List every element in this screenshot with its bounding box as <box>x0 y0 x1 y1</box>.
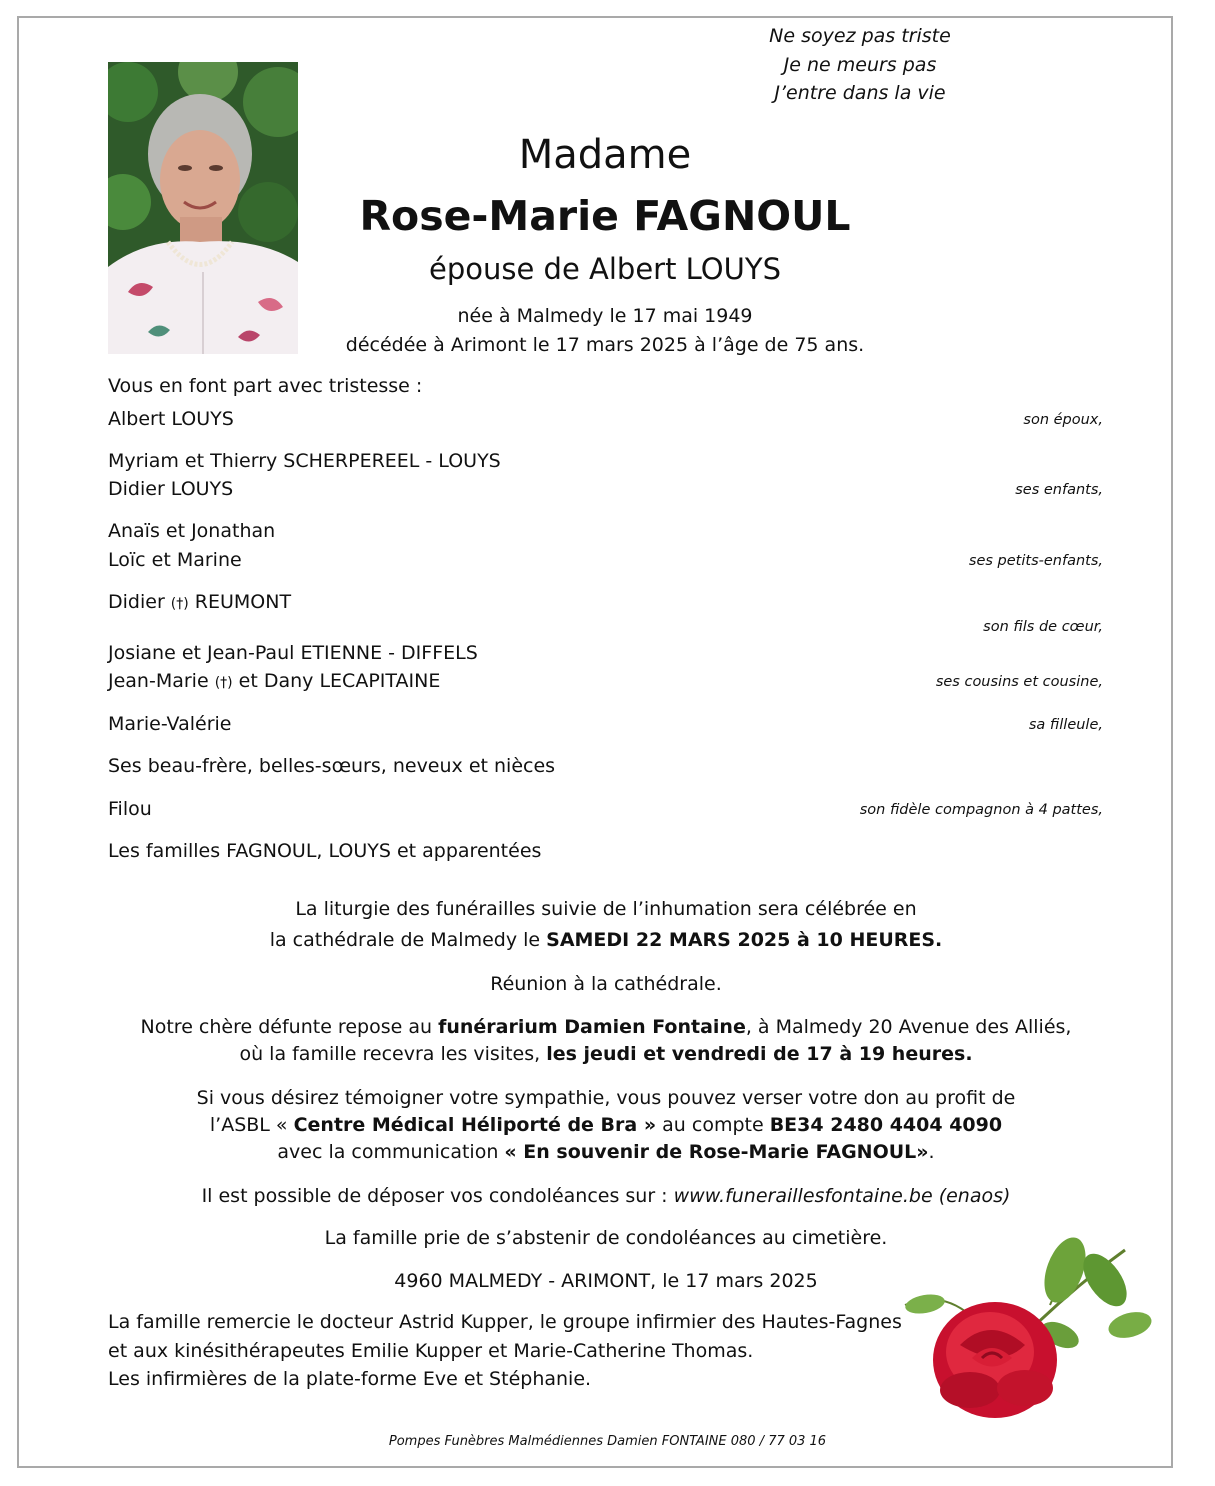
family-line: Ses beau-frère, belles-sœurs, neveux et nièces <box>108 755 556 777</box>
relation-label: ses cousins et cousine, <box>935 674 1103 690</box>
liturgy-line: La liturgie des funérailles suivie de l’inhumation sera célébrée en <box>295 898 917 920</box>
visits-line <box>100 1041 1112 1068</box>
relation-label: son fils de cœur, <box>983 619 1103 635</box>
relation-label: son fidèle compagnon à 4 pattes, <box>859 802 1103 818</box>
family-line: Les familles FAGNOUL, LOUYS et apparentées <box>108 840 542 862</box>
donation-text: . <box>928 1141 935 1163</box>
family-line <box>108 670 440 692</box>
family-line: Loïc et Marine <box>108 549 242 571</box>
family-line: Anaïs et Jonathan <box>108 520 276 542</box>
poem <box>700 22 1020 108</box>
birth-line: née à Malmedy le 17 mai 1949 <box>457 305 753 327</box>
condolences-link[interactable]: www.funeraillesfontaine.be (enaos) <box>673 1185 1011 1207</box>
thanks-paragraph <box>108 1308 902 1394</box>
place-date-line: 4960 MALMEDY - ARIMONT, le 17 mars 2025 <box>394 1270 818 1292</box>
visits-text: où la famille recevra les visites, <box>239 1043 547 1065</box>
honorific-title: Madame <box>518 132 692 178</box>
family-line: Didier LOUYS <box>108 478 234 500</box>
donation-reference: « En souvenir de Rose-Marie FAGNOUL» <box>504 1141 929 1163</box>
funerarium-address: , à Malmedy 20 Avenue des Alliés, <box>745 1016 1072 1038</box>
donation-text: l’ASBL « <box>209 1114 294 1136</box>
condolences-line <box>100 1183 1112 1210</box>
donation-line: Si vous désirez témoigner votre sympathie, vous pouvez verser votre don au profit de <box>196 1087 1016 1109</box>
donation-text: au compte <box>656 1114 770 1136</box>
liturgy-text: la cathédrale de Malmedy le <box>269 929 547 951</box>
announce-intro: Vous en font part avec tristesse : <box>108 375 423 397</box>
family-line: Marie-Valérie <box>108 713 232 735</box>
donation-line <box>100 1139 1112 1166</box>
cross-symbol: (†) <box>170 596 189 612</box>
donation-text: avec la communication <box>277 1141 505 1163</box>
liturgy-line <box>100 927 1112 954</box>
thanks-line: et aux kinésithérapeutes Emilie Kupper et Marie-Catherine Thomas. <box>108 1339 754 1362</box>
rose-illustration <box>900 1230 1158 1436</box>
spouse-line: épouse de Albert LOUYS <box>429 252 781 286</box>
birth-death-dates <box>300 302 910 359</box>
relation-label: ses petits-enfants, <box>968 553 1103 569</box>
bank-account: BE34 2480 4404 4090 <box>769 1114 1003 1136</box>
thanks-line: La famille remercie le docteur Astrid Kupper, le groupe infirmier des Hautes-Fagnes <box>108 1311 902 1333</box>
relation-label: son époux, <box>1023 412 1103 428</box>
funeral-home-footer: Pompes Funèbres Malmédiennes Damien FONTAINE 080 / 77 03 16 <box>388 1434 827 1449</box>
donation-paragraph <box>100 1085 1112 1166</box>
liturgy-paragraph <box>100 896 1112 954</box>
thanks-line: Les infirmières de la plate-forme Eve et Stéphanie. <box>108 1368 592 1390</box>
poem-line: Ne soyez pas triste <box>769 25 951 47</box>
visits-hours: les jeudi et vendredi de 17 à 19 heures. <box>546 1043 973 1065</box>
ceremony-date: SAMEDI 22 MARS 2025 à 10 HEURES. <box>546 929 943 951</box>
death-line: décédée à Arimont le 17 mars 2025 à l’âge de 75 ans. <box>345 333 865 356</box>
condolences-text: Il est possible de déposer vos condoléances sur : <box>201 1185 674 1207</box>
family-name-part: et Dany LECAPITAINE <box>232 670 441 692</box>
family-line: Josiane et Jean-Paul ETIENNE - DIFFELS <box>108 642 478 664</box>
family-line: Myriam et Thierry SCHERPEREEL - LOUYS <box>108 450 501 472</box>
family-line: Filou <box>108 798 152 820</box>
funerarium-text: Notre chère défunte repose au <box>140 1016 439 1038</box>
relation-label: sa filleule, <box>1028 717 1103 733</box>
family-line <box>108 591 291 613</box>
cemetery-note: La famille prie de s’abstenir de condoléances au cimetière. <box>324 1227 888 1249</box>
family-name-part: REUMONT <box>188 591 292 613</box>
family-name-part: Didier <box>108 591 171 613</box>
portrait-photo <box>108 62 298 354</box>
funerarium-line <box>100 1014 1112 1041</box>
funerarium-paragraph <box>100 1014 1112 1068</box>
charity-name: Centre Médical Héliporté de Bra » <box>293 1114 657 1136</box>
poem-line: Je ne meurs pas <box>783 53 937 76</box>
deceased-name: Rose-Marie FAGNOUL <box>359 192 851 240</box>
poem-line: J’entre dans la vie <box>774 82 946 104</box>
family-name-part: Jean-Marie <box>108 670 215 692</box>
cross-symbol: (†) <box>214 675 233 691</box>
donation-line <box>100 1112 1112 1139</box>
funerarium-name: funérarium Damien Fontaine <box>438 1016 746 1038</box>
meeting-note: Réunion à la cathédrale. <box>490 973 722 995</box>
family-line: Albert LOUYS <box>108 408 234 430</box>
relation-label: ses enfants, <box>1015 482 1103 498</box>
